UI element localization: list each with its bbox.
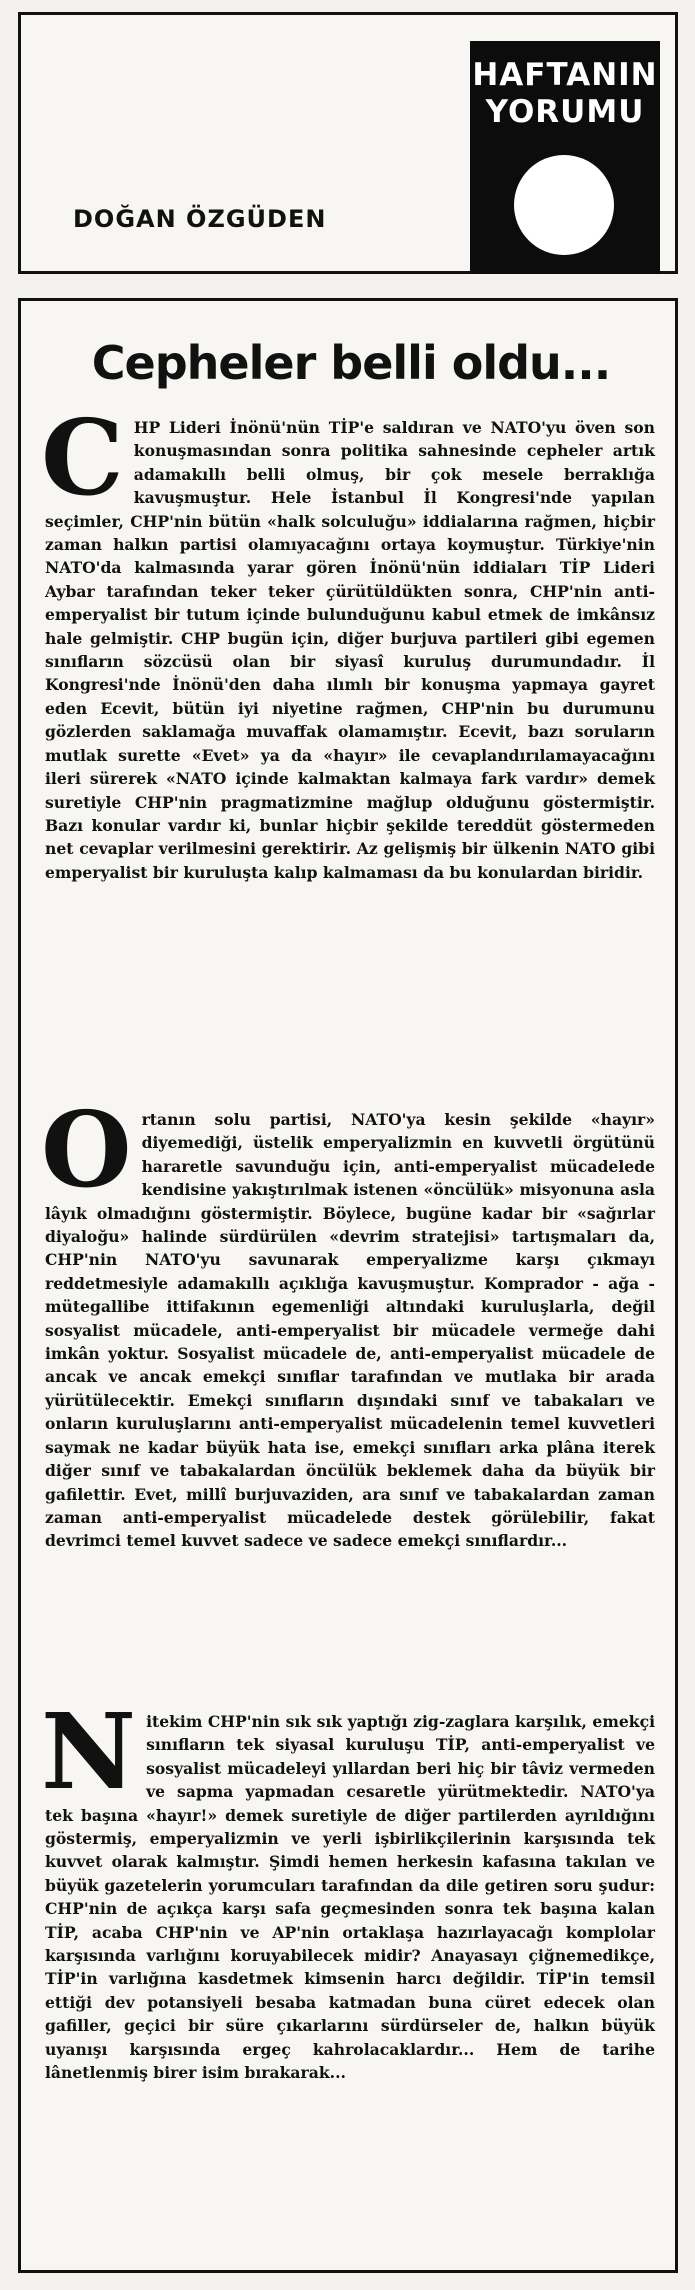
drop-cap-1: C xyxy=(41,396,124,519)
paragraph-3 xyxy=(41,1690,655,2085)
column-logo xyxy=(470,41,660,274)
logo-line-2: YORUMU xyxy=(485,94,645,130)
paragraph-2 xyxy=(41,1088,655,1553)
drop-cap-2: O xyxy=(41,1088,132,1211)
paragraph-1 xyxy=(41,396,655,884)
article xyxy=(18,298,678,2273)
paragraph-1-text: HP Lideri İnönü'nün TİP'e saldıran ve NATO'yu öven son konuşmasından sonra politika sahnesinde cepheler artık adamakıllı belli olmuş, bir çok mesele berraklığa kavuşmuştur. Hele İstanbul İl Kongresi'nde yapılan seçimler, CHP'nin bütün «halk solculuğu» iddialarına rağmen, hiçbir zaman halkın partisi olamıyacağını ortaya koymuştur. Türkiye'nin NATO'da kalmasında yarar gören İnönü'nün iddiaları TİP Lideri Aybar tarafından teker teker çürütüldükten sonra, CHP'nin anti-emperyalist bir tutum içinde bulunduğunu kabul etmek de imkânsız hale gelmiştir. CHP bugün için, diğer burjuva partileri gibi egemen sınıfların sözcüsü olan bir siyasî kuruluş durumundadır. İl Kongresi'nde İnönü'den daha ılımlı bir konuşma yapmaya gayret eden Ecevit, bütün iyi niyetine rağmen, CHP'nin bu durumunu gözlerden saklamağa muvaffak olamamıştır. Ecevit, bazı soruların mutlak surette «Evet» ya da «hayır» ile cevaplandırılamayacağını ileri sürerek «NATO içinde kalmaktan kalmaya fark vardır» demek suretiyle CHP'nin pragmatizmine mağlup olduğunu göstermiştir. Bazı konular vardır ki, bunlar hiçbir şekilde tereddüt göstermeden net cevaplar verilmesini gerektirir. Az gelişmiş bir ülkenin NATO gibi emperyalist bir kuruluşta kalıp kalmaması da bu konulardan biridir. xyxy=(45,418,655,882)
author-name: DOĞAN ÖZGÜDEN xyxy=(73,205,327,233)
logo-line-1: HAFTANIN xyxy=(472,57,658,93)
article-title: Cepheler belli oldu... xyxy=(91,336,611,390)
drop-cap-3: N xyxy=(41,1690,137,1813)
logo-circle-icon xyxy=(514,155,614,255)
column-header xyxy=(18,12,678,274)
paragraph-3-text: itekim CHP'nin sık sık yaptığı zig-zaglara karşılık, emekçi sınıfların tek siyasal kuruluşu TİP, anti-emperyalist ve sosyalist mücadeleyi yıllardan beri hiç bir tâviz vermeden ve sapma yapmadan cesaretle yürütmektedir. NATO'ya tek başına «hayır!» demek suretiyle de diğer partilerden ayrıldığını göstermiş, emperyalizmin ve yerli işbirlikçilerinin karşısında tek kuvvet olarak kalmıştır. Şimdi hemen herkesin kafasına takılan ve büyük gazetelerin yorumcuları tarafından da dile getiren soru şudur: CHP'nin de açıkça karşı safa geçmesinden sonra tek başına kalan TİP, acaba CHP'nin ve AP'nin ortaklaşa hazırlayacağı komplolar karşısında varlığını koruyabilecek midir? Anayasayı çiğnemedikçe, TİP'in varlığına kasdetmek kimsenin harcı değildir. TİP'in temsil ettiği dev potansiyeli besaba katmadan buna cüret edecek olan gafiller, geçici bir süre çıkarlarını sürdürseler de, halkın büyük uyanışı karşısında ergeç kahrolacaklardır... Hem de tarihe lânetlenmiş birer isim bırakarak... xyxy=(45,1712,655,2083)
paragraph-2-text: rtanın solu partisi, NATO'ya kesin şekilde «hayır» diyemediği, üstelik emperyalizmin en kuvvetli örgütünü hararetle savunduğu için, anti-emperyalist mücadelede kendisine yakıştırılmak istenen «öncülük» misyonuna asla lâyık olmadığını göstermiştir. Böylece, bugüne kadar bir «sağırlar diyaloğu» halinde sürdürülen «devrim stratejisi» tartışmaları da, CHP'nin NATO'yu savunarak emperyalizme karşı çıkmayı reddetmesiyle adamakıllı açıklığa kavuşmuştur. Komprador - ağa - mütegallibe ittifakının egemenliği altındaki kuruluşlarla, değil sosyalist mücadele, anti-emperyalist bir mücadele vermeğe dahi imkân yoktur. Sosyalist mücadele de, anti-emperyalist mücadele de ancak ve ancak emekçi sınıflar tarafından ve mutlaka bir arada yürütülecektir. Emekçi sınıfların dışındaki sınıf ve tabakaları ve onların kuruluşlarını anti-emperyalist mücadelenin temel kuvvetleri saymak ne kadar büyük hata ise, emekçi sınıfları arka plâna iterek diğer sınıf ve tabakalardan öncülük beklemek daha da büyük bir gafilettir. Evet, millî burjuvaziden, ara sınıf ve tabakalardan zaman zaman anti-emperyalist mücadelede destek görülebilir, fakat devrimci temel kuvvet sadece ve sadece emekçi sınıflardır... xyxy=(45,1110,655,1551)
